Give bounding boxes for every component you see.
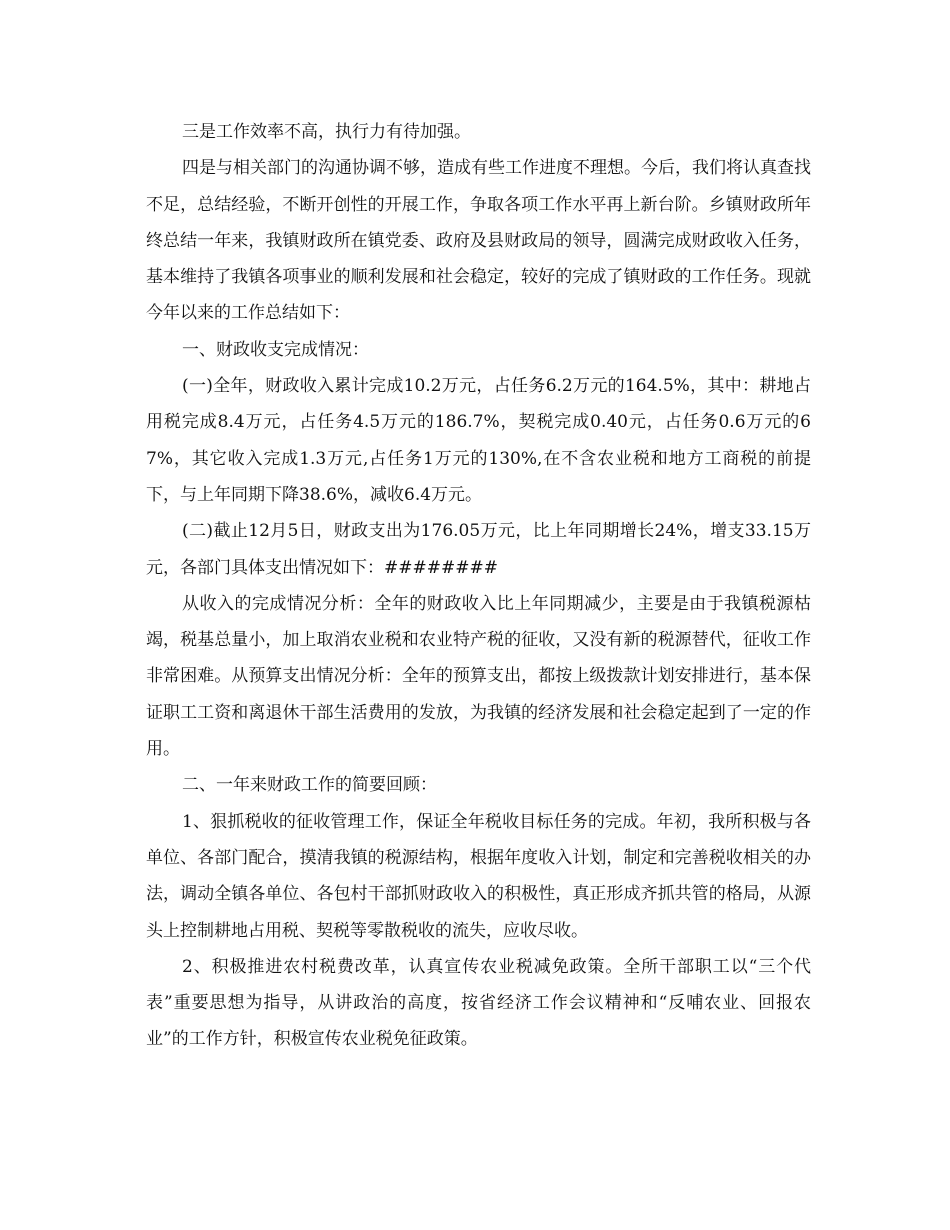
document-body [146,114,811,1058]
section-heading-revenue-expenditure: 一、财政收支完成情况： [182,339,369,360]
paragraph-efficiency: 三是工作效率不高，执行力有待加强。 [182,122,471,142]
paragraph-tax-management: 1、狠抓税收的征收管理工作，保证全年税收目标任务的完成。年初，我所积极与各单位、各部门配合，摸清我镇的税源结构，根据年度收入计划，制定和完善税收相关的办法，调动全镇各单位、各包村干部抓财政收入的积极性，真正形成齐抓共管的格局，从源头上控制耕地占用税、契税等零散税收的流失，应收尽收。 [146,811,811,941]
paragraph-tax-reform: 2、积极推进农村税费改革，认真宣传农业税减免政策。全所干部职工以“三个代表”重要思想为指导，从讲政治的高度，按省经济工作会议精神和“反哺农业、回报农业”的工作方针，积极宣传农业税免征政策。 [146,956,811,1050]
paragraph-revenue: (一)全年，财政收入累计完成10.2万元，占任务6.2万元的164.5%，其中：耕地占用税完成8.4万元，占任务4.5万元的186.7%，契税完成0.40元，占任务0.6万元的67%，其它收入完成1.3万元,占任务1万元的130%,在不含农业税和地方工商税的前提下，与上年同期下降38.6%，减收6.4万元。 [146,376,811,505]
paragraph-analysis: 从收入的完成情况分析：全年的财政收入比上年同期减少，主要是由于我镇税源枯竭，税基总量小，加上取消农业税和农业特产税的征收，又没有新的税源替代，征收工作非常困难。从预算支出情况分析：全年的预算支出，都按上级拨款计划安排进行，基本保证职工工资和离退休干部生活费用的发放，为我镇的经济发展和社会稳定起到了一定的作用。 [146,593,811,760]
section-heading-review: 二、一年来财政工作的简要回顾： [182,775,437,796]
paragraph-coordination-summary: 四是与相关部门的沟通协调不够，造成有些工作进度不理想。今后，我们将认真查找不足，总结经验，不断开创性的开展工作，争取各项工作水平再上新台阶。乡镇财政所年终总结一年来，我镇财政所在镇党委、政府及县财政局的领导，圆满完成财政收入任务，基本维持了我镇各项事业的顺利发展和社会稳定，较好的完成了镇财政的工作任务。现就今年以来的工作总结如下： [146,158,811,324]
paragraph-expenditure: (二)截止12月5日，财政支出为176.05万元，比上年同期增长24%，增支33.15万元，各部门具体支出情况如下：######## [146,521,811,578]
